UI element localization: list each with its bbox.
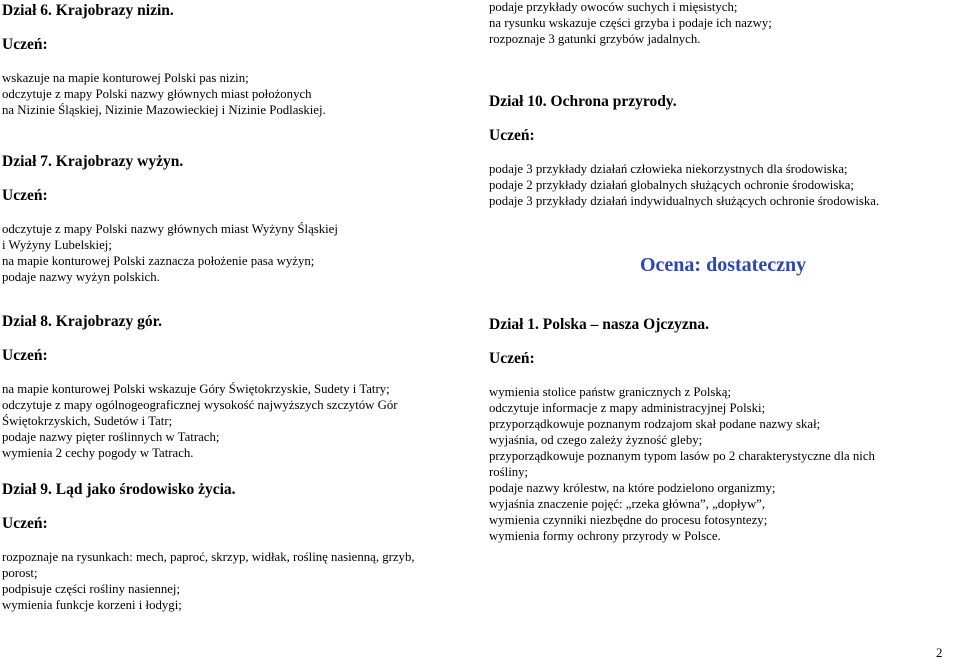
list-item: podaje przykłady owoców suchych i mięsistych;	[489, 0, 738, 14]
list-item: podpisuje części rośliny nasiennej;	[2, 582, 181, 596]
requirements-list	[2, 549, 415, 613]
list-item: Świętokrzyskich, Sudetów i Tatr;	[2, 414, 173, 428]
list-item: rozpoznaje 3 gatunki grzybów jadalnych.	[489, 32, 701, 46]
list-item: wskazuje na mapie konturowej Polski pas nizin;	[2, 71, 249, 85]
list-item: odczytuje z mapy ogólnogeograficznej wysokość najwyższych szczytów Gór	[2, 398, 398, 412]
list-item: odczytuje z mapy Polski nazwy głównych miast położonych	[2, 87, 312, 101]
list-item: podaje nazwy pięter roślinnych w Tatrach;	[2, 430, 220, 444]
list-item: wymienia funkcje korzeni i łodygi;	[2, 598, 182, 612]
list-item: i Wyżyny Lubelskiej;	[2, 238, 112, 252]
uczen-label: Uczeń:	[2, 36, 48, 53]
requirements-list	[489, 384, 875, 544]
section-title: Dział 1. Polska – nasza Ojczyzna.	[489, 316, 709, 333]
section-title: Dział 8. Krajobrazy gór.	[2, 313, 162, 330]
section-title: Dział 6. Krajobrazy nizin.	[2, 2, 174, 19]
list-item: wyjaśnia, od czego zależy żyzność gleby;	[489, 433, 703, 447]
requirements-list	[489, 0, 772, 47]
list-item: podaje nazwy królestw, na które podzielono organizmy;	[489, 481, 776, 495]
uczen-label: Uczeń:	[489, 127, 535, 144]
section-dzial-8	[2, 313, 398, 461]
page-number: 2	[936, 645, 943, 660]
list-item: odczytuje z mapy Polski nazwy głównych miast Wyżyny Śląskiej	[2, 222, 338, 236]
list-item: przyporządkowuje poznanym rodzajom skał podane nazwy skał;	[489, 417, 821, 431]
requirements-list	[2, 381, 398, 461]
list-item: przyporządkowuje poznanym typom lasów po 2 charakterystyczne dla nich	[489, 449, 875, 463]
list-item: wymienia formy ochrony przyrody w Polsce.	[489, 529, 721, 543]
list-item: podaje 2 przykłady działań globalnych służących ochronie środowiska;	[489, 178, 854, 192]
list-item: na mapie konturowej Polski wskazuje Góry Świętokrzyskie, Sudety i Tatry;	[2, 382, 390, 396]
uczen-label: Uczeń:	[2, 347, 48, 364]
list-item: rośliny;	[489, 465, 529, 479]
requirements-list	[2, 221, 338, 285]
section-dzial-7	[2, 153, 338, 285]
section-continuation	[489, 0, 772, 47]
section-title: Dział 10. Ochrona przyrody.	[489, 93, 677, 110]
list-item: podaje 3 przykłady działań indywidualnych służących ochronie środowiska.	[489, 194, 880, 208]
list-item: podaje nazwy wyżyn polskich.	[2, 270, 160, 284]
requirements-list	[489, 161, 879, 209]
list-item: na rysunku wskazuje części grzyba i podaje ich nazwy;	[489, 16, 772, 30]
list-item: na mapie konturowej Polski zaznacza położenie pasa wyżyn;	[2, 254, 315, 268]
list-item: odczytuje informacje z mapy administracyjnej Polski;	[489, 401, 766, 415]
uczen-label: Uczeń:	[2, 515, 48, 532]
section-title: Dział 7. Krajobrazy wyżyn.	[2, 153, 184, 170]
list-item: na Nizinie Śląskiej, Nizinie Mazowieckiej i Nizinie Podlaskiej.	[2, 103, 326, 117]
list-item: wyjaśnia znaczenie pojęć: „rzeka główna”, „dopływ”,	[489, 497, 766, 511]
requirements-list	[2, 70, 326, 118]
list-item: porost;	[2, 566, 38, 580]
uczen-label: Uczeń:	[2, 187, 48, 204]
list-item: podaje 3 przykłady działań człowieka niekorzystnych dla środowiska;	[489, 162, 848, 176]
section-dzial-9	[2, 481, 415, 613]
list-item: wymienia czynniki niezbędne do procesu fotosyntezy;	[489, 513, 768, 527]
section-dzial-10	[489, 93, 879, 209]
grade-heading: Ocena: dostateczny	[640, 254, 807, 276]
section-dzial-6	[2, 2, 326, 118]
section-dzial-1	[489, 316, 875, 544]
uczen-label: Uczeń:	[489, 350, 535, 367]
list-item: wymienia stolice państw granicznych z Polską;	[489, 385, 732, 399]
section-title: Dział 9. Ląd jako środowisko życia.	[2, 481, 236, 498]
list-item: rozpoznaje na rysunkach: mech, paproć, skrzyp, widłak, roślinę nasienną, grzyb,	[2, 550, 415, 564]
list-item: wymienia 2 cechy pogody w Tatrach.	[2, 446, 194, 460]
